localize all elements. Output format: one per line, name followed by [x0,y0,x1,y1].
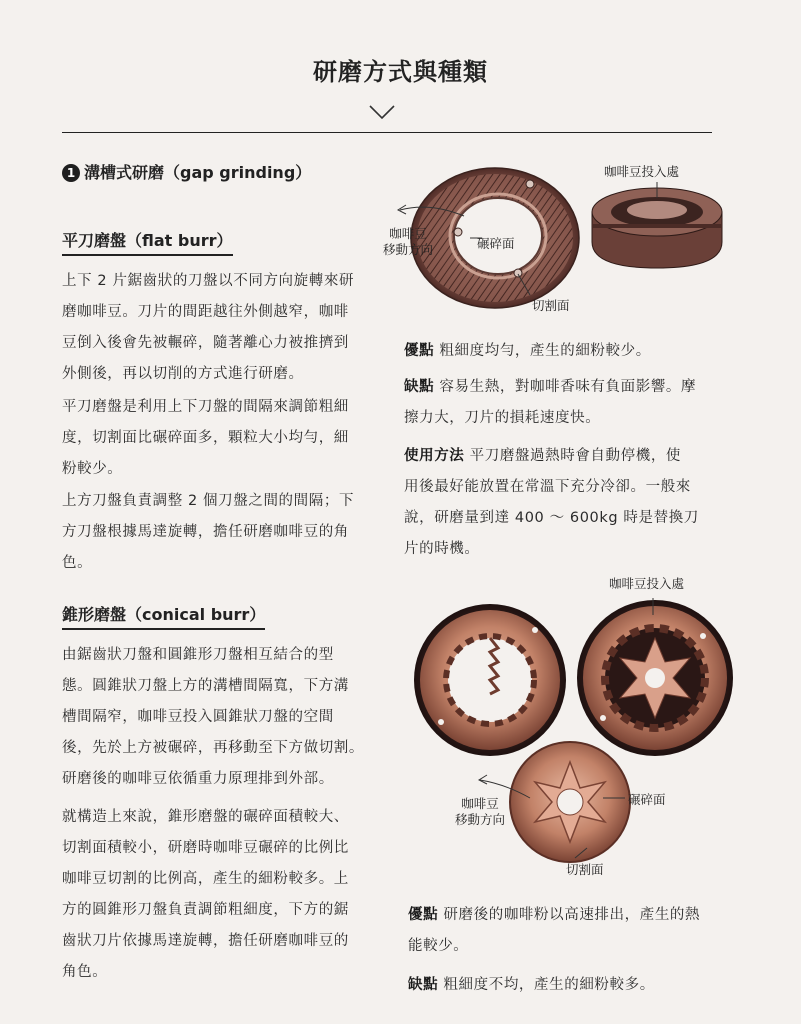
flat-burr-para-3 [62,486,382,579]
cons-label: 缺點 [408,977,439,993]
text-line: 平刀磨盤是利用上下刀盤的間隔來調節粗細 [62,399,349,415]
label-bean-direction [455,796,505,828]
text-line: 片的時機。 [404,541,480,557]
flat-burr-heading: 平刀磨盤（flat burr） [62,228,233,256]
pros-label: 優點 [408,907,439,923]
chevron-down-icon [369,104,395,120]
pros-text: 研磨後的咖啡粉以高速排出，產生的熱 [443,907,701,923]
cons-label: 缺點 [404,379,435,395]
text-line: 方的圓錐形刀盤負責調節粗細度，下方的鋸 [62,902,349,918]
conical-burr-pros [408,900,748,962]
flat-burr-side-view [592,188,722,268]
usage-text: 平刀磨盤過熱時會自動停機，使 [469,448,682,464]
text-line: 方刀盤根據馬達旋轉，擔任研磨咖啡豆的角 [62,524,349,540]
conical-head-burr [510,742,630,862]
text-line: 就構造上來說，錐形磨盤的碾碎面積較大、 [62,809,349,825]
text-line: 豆倒入後會先被輾碎，隨著離心力被推擠到 [62,335,349,351]
flat-burr-usage [404,441,734,565]
pros-text: 粗細度均勻，產生的細粉較少。 [439,343,651,359]
label-line: 咖啡豆 [389,226,427,241]
flat-burr-para-1 [62,266,382,390]
text-line: 由鋸齒狀刀盤和圓錐形刀盤相互結合的型 [62,647,334,663]
label-line: 移動方向 [383,242,434,257]
label-crush-face: 碾碎面 [477,236,515,251]
conical-burr-para-2 [62,802,382,988]
text-line: 角色。 [62,964,108,980]
text-line: 後，先於上方被碾碎，再移動至下方做切割。 [62,740,364,756]
divider [62,132,712,133]
flat-burr-cons [404,372,734,434]
text-line: 咖啡豆切割的比例高，產生的細粉較多。上 [62,871,349,887]
text-line: 磨咖啡豆。刀片的間距越往外側越窄，咖啡 [62,304,349,320]
section-heading [62,160,311,183]
flat-burr-para-2 [62,392,382,485]
text-line: 說，研磨量到達 400 ～ 600kg 時是替換刀 [404,510,699,526]
cons-text: 粗細度不均，產生的細粉較多。 [443,977,655,993]
label-line: 咖啡豆 [461,796,499,811]
usage-label: 使用方法 [404,448,465,464]
label-cut-face: 切割面 [532,298,570,313]
text-line: 上方刀盤負責調整 2 個刀盤之間的間隔；下 [62,493,355,509]
conical-assembled-burr [577,600,733,756]
conical-burr-para-1 [62,640,382,795]
conical-outer-burr [414,604,566,756]
label-bean-inlet: 咖啡豆投入處 [609,576,685,591]
label-bean-inlet: 咖啡豆投入處 [604,164,680,179]
text-line: 能較少。 [408,938,469,954]
flat-burr-pros [404,336,734,367]
text-line: 上下 2 片鋸齒狀的刀盤以不同方向旋轉來研 [62,273,355,289]
text-line: 粉較少。 [62,461,123,477]
page-title: 研磨方式與種類 [313,58,488,86]
section-heading-text: 溝槽式研磨（gap grinding） [84,163,312,182]
conical-burr-cons [408,970,748,1001]
conical-burr-illustration [405,570,755,890]
text-line: 度，切割面比碾碎面多，顆粒大小均勻，細 [62,430,349,446]
text-line: 擦力大，刀片的損耗速度快。 [404,410,601,426]
label-crush-face: 碾碎面 [628,792,666,807]
text-line: 槽間隔窄，咖啡豆投入圓錐狀刀盤的空間 [62,709,334,725]
pros-label: 優點 [404,343,435,359]
conical-burr-heading: 錐形磨盤（conical burr） [62,602,265,630]
section-number-badge: 1 [62,164,80,182]
text-line: 外側後，再以切削的方式進行研磨。 [62,366,304,382]
text-line: 色。 [62,555,93,571]
text-line: 態。圓錐狀刀盤上方的溝槽間隔寬，下方溝 [62,678,349,694]
cons-text: 容易生熱，對咖啡香味有負面影響。摩 [439,379,697,395]
label-cut-face: 切割面 [566,862,604,877]
text-line: 切割面積較小，研磨時咖啡豆碾碎的比例比 [62,840,349,856]
text-line: 用後最好能放置在常溫下充分冷卻。一般來 [404,479,691,495]
label-bean-direction [383,226,433,258]
text-line: 齒狀刀片依據馬達旋轉，擔任研磨咖啡豆的 [62,933,349,949]
label-line: 移動方向 [455,812,506,827]
text-line: 研磨後的咖啡豆依循重力原理排到外部。 [62,771,334,787]
